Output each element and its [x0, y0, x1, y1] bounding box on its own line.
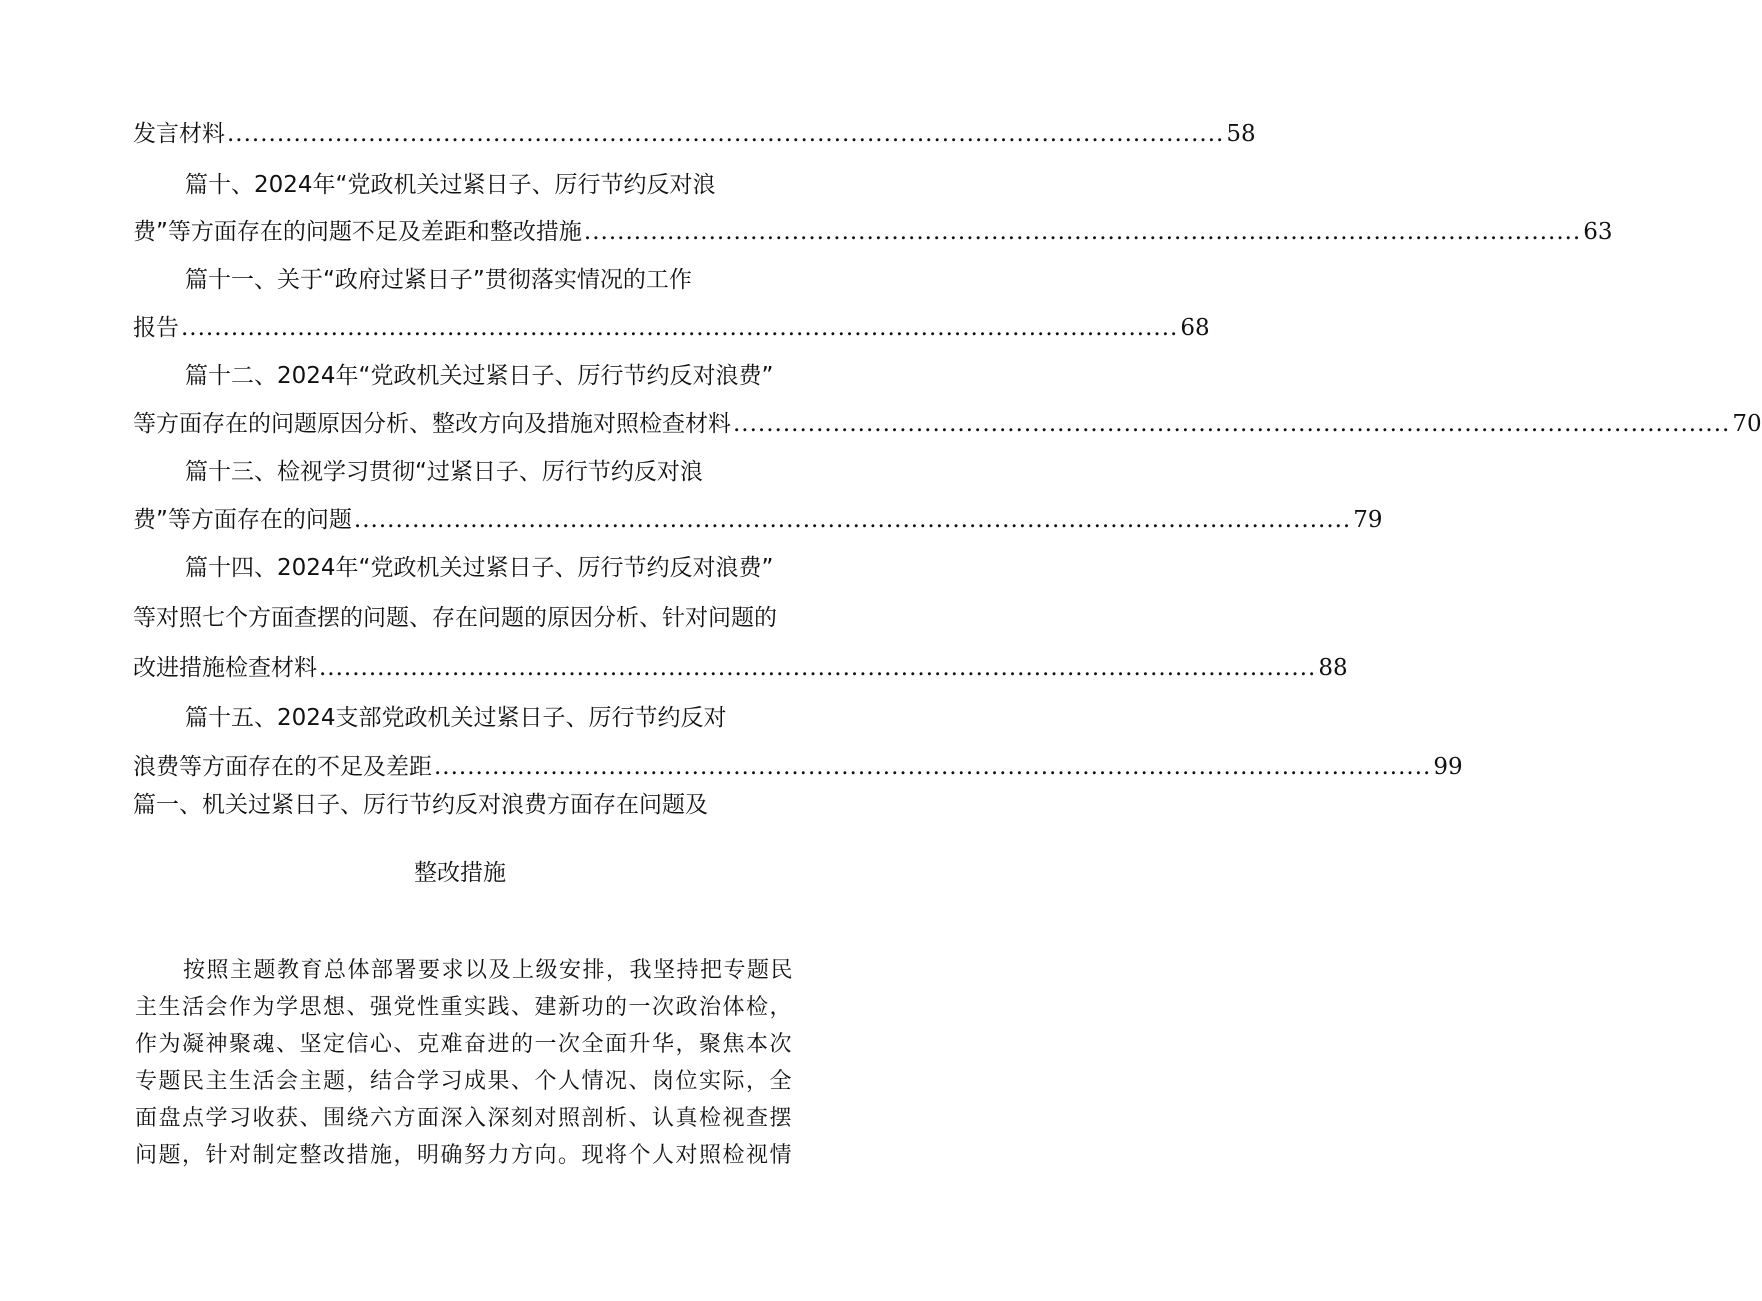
- article-body: [135, 952, 795, 1174]
- toc-page-number: 88: [1318, 655, 1348, 681]
- toc-entry-text: 篇十一、关于“政府过紧日子”贯彻落实情况的工作: [185, 267, 692, 293]
- toc-leader-dots: ........................................................................................................................: [434, 754, 1432, 780]
- toc-entry-text: 费”等方面存在的问题不足及差距和整改措施: [133, 219, 582, 245]
- body-line: 专题民主生活会主题，结合学习成果、个人情况、岗位实际，全: [135, 1069, 794, 1094]
- body-line: 主生活会作为学思想、强党性重实践、建新功的一次政治体检，: [135, 995, 794, 1020]
- toc-entry-line[interactable]: [185, 553, 830, 583]
- toc-entry-line[interactable]: [185, 703, 830, 733]
- toc-leader-dots: ........................................................................................................................: [319, 655, 1317, 681]
- toc-page-number: 79: [1353, 507, 1383, 533]
- toc-entry-text: 发言材料: [133, 121, 225, 147]
- toc-entry-text: 改进措施检查材料: [133, 655, 317, 681]
- toc-entry-line[interactable]: [133, 409, 1762, 439]
- toc-entry-line[interactable]: [185, 265, 830, 295]
- toc-entry-line[interactable]: [185, 457, 830, 487]
- toc-entry-text: 篇十三、检视学习贯彻“过紧日子、厉行节约反对浪: [185, 459, 703, 485]
- toc-entry-line[interactable]: [133, 119, 1256, 149]
- toc-entry-text: 浪费等方面存在的不足及差距: [133, 754, 432, 780]
- body-line: 按照主题教育总体部署要求以及上级安排，我坚持把专题民: [183, 958, 795, 983]
- toc-entry-text: 等对照七个方面查摆的问题、存在问题的原因分析、针对问题的: [133, 605, 777, 631]
- toc-entry-text: 费”等方面存在的问题: [133, 507, 352, 533]
- toc-entry-line[interactable]: [133, 752, 1463, 782]
- toc-page-number: 99: [1433, 754, 1463, 780]
- toc-leader-dots: ........................................................................................................................: [353, 507, 1352, 533]
- toc-leader-dots: ........................................................................................................................: [583, 219, 1582, 245]
- body-line: 问题，针对制定整改措施，明确努力方向。现将个人对照检视情: [135, 1143, 794, 1168]
- toc-entry-text: 篇十二、2024年“党政机关过紧日子、厉行节约反对浪费”: [185, 363, 774, 389]
- toc-entry-text: 报告: [133, 315, 179, 341]
- toc-entry-line[interactable]: [185, 361, 830, 391]
- toc-entry-text: 篇十五、2024支部党政机关过紧日子、厉行节约反对: [185, 705, 727, 731]
- toc-page-number: 63: [1583, 219, 1613, 245]
- toc-entry-line[interactable]: [133, 313, 1210, 343]
- toc-entry-line[interactable]: [133, 505, 1383, 535]
- toc-page-number: 58: [1226, 121, 1256, 147]
- body-line: 作为凝神聚魂、坚定信心、克难奋进的一次全面升华，聚焦本次: [135, 1032, 794, 1057]
- toc-entry-line[interactable]: [185, 170, 830, 200]
- toc-entry-line[interactable]: [133, 217, 1613, 247]
- toc-entry-text: 篇十、2024年“党政机关过紧日子、厉行节约反对浪: [185, 172, 716, 198]
- toc-entry-text: 等方面存在的问题原因分析、整改方向及措施对照检查材料: [133, 411, 731, 437]
- toc-leader-dots: ........................................................................................................................: [181, 315, 1179, 341]
- toc-page-number: 70: [1732, 411, 1762, 437]
- body-line: 面盘点学习收获、围绕六方面深入深刻对照剖析、认真检视查摆: [135, 1106, 794, 1131]
- article-heading: 篇一、机关过紧日子、厉行节约反对浪费方面存在问题及: [133, 792, 708, 818]
- toc-leader-dots: ........................................................................................................................: [733, 411, 1731, 437]
- toc-entry-text: 篇十四、2024年“党政机关过紧日子、厉行节约反对浪费”: [185, 555, 774, 581]
- toc-entry-line[interactable]: [133, 603, 778, 633]
- toc-page-number: 68: [1180, 315, 1210, 341]
- toc-entry-line[interactable]: [133, 653, 1348, 683]
- toc-leader-dots: ........................................................................................................................: [227, 121, 1225, 147]
- article-subheading: 整改措施: [414, 860, 506, 886]
